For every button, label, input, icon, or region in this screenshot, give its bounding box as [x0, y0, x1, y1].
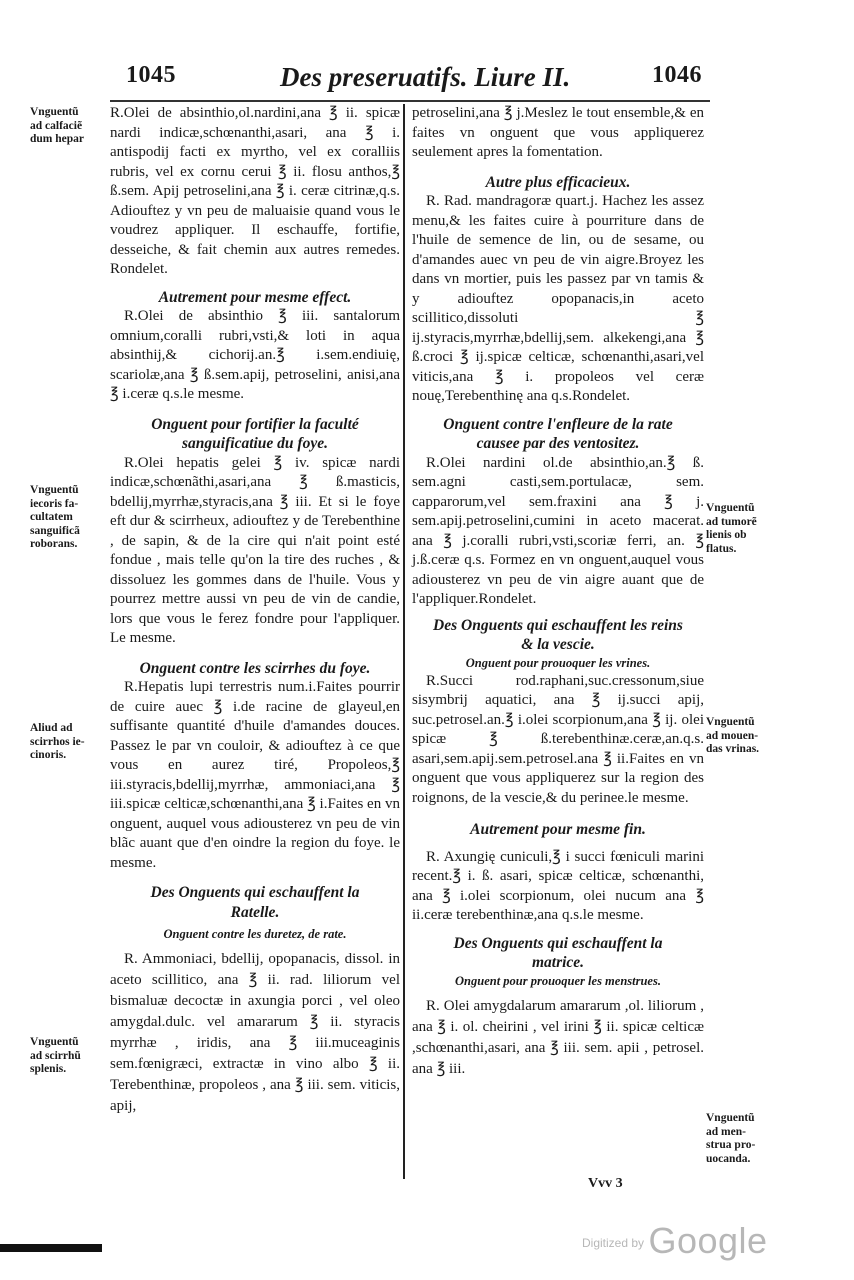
- column-divider: [403, 104, 405, 1179]
- scan-edge-bar: [0, 1244, 102, 1252]
- header-rule: [110, 100, 710, 102]
- left-column: [110, 104, 400, 1117]
- section-heading: causee par des ventositez.: [476, 435, 640, 452]
- paragraph: R. Rad. mandragoræ quart.j. Hachez les assez menu,& les faites cuire à pourriture dans de l'huile de semence de lin, ou de sesame, ou d'amandes auec vn peu de vin aigre.Broyez les dans vn mortier, puis les passez par vn tamis & y adiouftez opopanacis,in aceto scillitico,dissoluti ℥ ij.styracis,myrrhæ,bdellij,sem. alkekengi,ana ℥ ß.croci ℥ ij.spicæ celticæ, schœnanthi,asari,vel viticis,ana ℥ i. propoleos vel ceræ nouę,Terebenthinę ana q.s.Rondelet.: [412, 193, 704, 404]
- section-heading: Des Onguents qui eschauffent la: [453, 934, 663, 952]
- section-heading: Onguent contre l'enfleure de la rate: [443, 415, 673, 433]
- paragraph: R. Axungię cuniculi,℥ i succi fœniculi marini recent.℥ i. ß. asari, spicæ celticæ, schœnanthi, ana ℥ i.olei scorpionum, olei nucum ana ℥ ii.ceræ terebenthinæ,ana q.s.le mesme.: [412, 848, 704, 923]
- page-number-right: 1046: [652, 62, 702, 88]
- paragraph: R.Olei de absinthio,ol.nardini,ana ℥ ii. spicæ nardi indicæ,schœnanthi,asari, ana ℥ i. antispodij facti ex myrtho, vel ex coralliis rubris, vel ex cornu cerui ℥ ii. flosu anthos,℥ ß.sem. Apij petroselini,ana ℥ i. ceræ citrinæ,q.s. Adiouftez y vn peu de maluaisie quand vous le voudrez appliquer. Il eschauffe, fortifie, desseiche, & fait chemin aux autres remedes. Rondelet.: [110, 105, 400, 277]
- google-logo: Google: [648, 1220, 768, 1261]
- section-heading: Onguent contre les scirrhes du foye.: [139, 659, 371, 677]
- margin-note: Vnguentũ ad tumorẽ lienis ob flatus.: [706, 502, 757, 555]
- paragraph: R.Olei hepatis gelei ℥ iv. spicæ nardi indicæ,schœnãthi,asari,ana ℥ ß.masticis, bdellij,myrrhæ,styracis,ana ℥ iii. Et si le foye eft dur & scirrheux, adiouftez y de Terebenthine , de sapin, & de la cire qui n'ait point esté fondue , mais telle qu'on la tire des ruches , & dissoluez les gommes dans de l'huile. Vous y pourrez mettre aussi vn peu de vin de candie, lors que vous le ferez fondre pour l'appliquer. Le mesme.: [110, 454, 400, 646]
- paragraph: R. Olei amygdalarum amararum ,ol. liliorum , ana ℥ i. ol. cheirini , vel irini ℥ ii. spicæ celticæ ,schœnanthi,asari, ana ℥ iii. sem. apii , petrosel. ana ℥ iii.: [412, 997, 704, 1077]
- section-heading: sanguificatiue du foye.: [182, 435, 328, 452]
- paragraph: R.Olei nardini ol.de absinthio,an.℥ ß. sem.agni casti,sem.portulacæ, sem. capparorum,vel sem.fraxini ana ℥ j. sem.apij.petroselini,cumini in aceto macerat. ana ℥ j.coralli rubri,vsti,scoriæ ferri, an. ℥ j.ß.ceræ q.s. Formez en vn onguent,auquel vous adiousterez vn peu de vin aigre auant que de l'appliquer.Rondelet.: [412, 454, 704, 607]
- margin-note: Vnguentũ ad scirrhũ splenis.: [30, 1036, 81, 1075]
- paragraph: R.Succi rod.raphani,suc.cressonum,siue sisymbrij aquatici, ana ℥ ij.succi apij, suc.petrosel.an.℥ i.olei scorpionum,ana ℥ ij. olei spicæ ℥ ß.terebenthinæ.ceræ,an.q.s. asari,sem.apij.sem.petrosel.ana ℥ ii.Faites en vn onguent que vous appliquerez sur la region des roignons, de la vescie,& du perinee.le mesme.: [412, 672, 704, 806]
- margin-note: Vnguentũ ad mouen- das vrinas.: [706, 716, 760, 755]
- signature-mark: Vvv 3: [588, 1176, 623, 1191]
- running-title: Des preseruatifs. Liure II.: [280, 62, 571, 92]
- right-column: [412, 104, 704, 1080]
- sub-heading: Onguent pour prouoquer les menstrues.: [455, 973, 661, 988]
- google-watermark: [582, 1220, 768, 1262]
- paragraph: petroselini,ana ℥ j.Meslez le tout ensemble,& en faites vn onguent que vous appliquerez seulement apres la fomentation.: [412, 105, 704, 160]
- paragraph: R. Ammoniaci, bdellij, opopanacis, dissol. in aceto scillitico, ana ℥ ii. rad. liliorum vel bismaluæ decoctæ in axungia porci , vel oleo amygdal.dulc. vel amararum ℥ ii. styracis myrrhæ , iridis, ana ℥ iii.muceaginis sem.fœnigræci, extractæ in vino albo ℥ ii. Terebenthinæ, propoleos , ana ℥ iii. sem. viticis, apij,: [110, 951, 400, 1114]
- section-heading: Des Onguents qui eschauffent la: [150, 884, 360, 901]
- paragraph: R.Olei de absinthio ℥ iii. santalorum omnium,coralli rubri,vsti,& loti in aqua absinthij,& cichorij.an.℥ i.sem.endiuię, scariolæ,ana ℥ ß.sem.apij, petroselini, anisi,ana ℥ i.ceræ q.s.le mesme.: [110, 308, 400, 402]
- margin-note: Vnguentũ ad men- strua pro- uocanda.: [706, 1112, 756, 1165]
- margin-note: Vnguentũ iecoris fa- cultatem sanguificã roborans.: [30, 484, 80, 550]
- section-heading: Ratelle.: [230, 903, 280, 921]
- section-heading: & la vescie.: [521, 636, 595, 653]
- margin-note: Aliud ad scirrhos ie- cinoris.: [30, 722, 85, 761]
- sub-heading: Onguent pour prouoquer les vrines.: [465, 655, 651, 670]
- page-number-left: 1045: [126, 62, 176, 88]
- section-heading: Autrement pour mesme fin.: [470, 821, 646, 838]
- section-heading: Autre plus efficacieux.: [485, 173, 631, 191]
- section-heading: Autrement pour mesme effect.: [158, 288, 352, 306]
- sub-heading: Onguent contre les duretez, de rate.: [163, 927, 347, 941]
- section-heading: Onguent pour fortifier la faculté: [151, 415, 359, 433]
- paragraph: R.Hepatis lupi terrestris num.i.Faites pourrir de cuire auec ℥ i.de racine de glayeul,en suffisante quantité d'huile d'amandes douces. Passez le par vn couloir, & adiouftez à ce que vous en aurez tiré, Propoleos,℥ iii.styracis,bdellij,myrrhæ, ammoniaci,ana ℥ iii.spicæ celticæ,schœnanthi,ana ℥ i.Faites en vn onguent, auquel vous adiousterez vn peu de vin blãc auant que d'en oindre la region du foye. le mesme.: [110, 679, 400, 871]
- watermark-prefix: Digitized by: [582, 1236, 645, 1250]
- margin-note: Vnguentũ ad calfaciẽ dum hepar: [30, 106, 84, 145]
- section-heading: Des Onguents qui eschauffent les reins: [433, 616, 683, 634]
- page-header: [0, 62, 854, 102]
- section-heading: matrice.: [531, 954, 585, 971]
